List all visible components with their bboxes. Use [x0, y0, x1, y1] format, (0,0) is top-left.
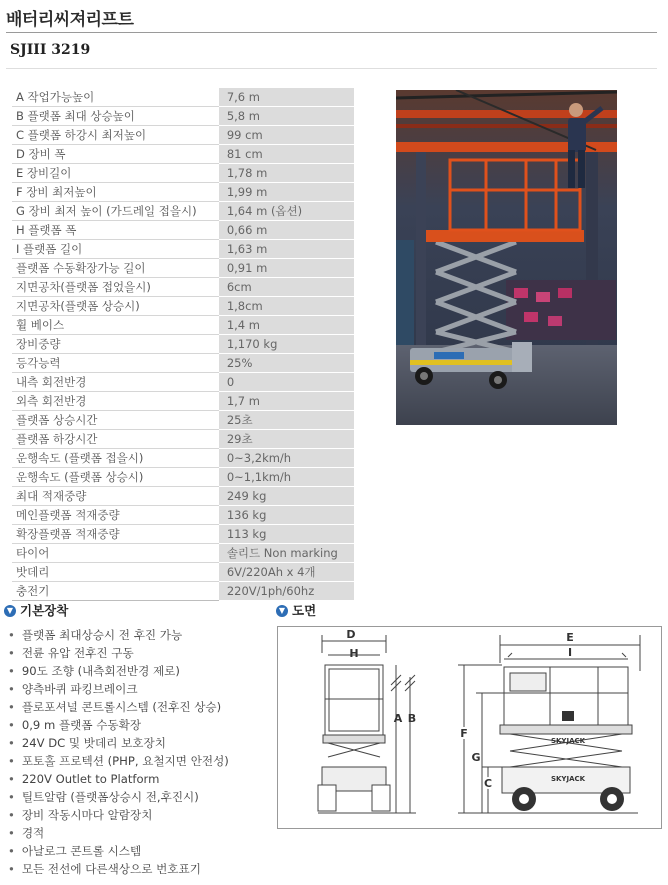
- spec-label: 충전기: [12, 582, 219, 601]
- feature-item: • 포토홀 프로텍션 (PHP, 요철지면 안전성): [8, 752, 229, 770]
- spec-label: 장비중량: [12, 335, 219, 354]
- spec-row: [12, 88, 354, 107]
- dim-label-h: H: [349, 647, 359, 660]
- spec-table: [12, 88, 354, 601]
- spec-value: 1,170 kg: [219, 335, 354, 354]
- spec-label: H 플랫폼 폭: [12, 221, 219, 240]
- model-name: SJIII 3219: [10, 42, 91, 58]
- spec-row: [12, 411, 354, 430]
- spec-label: 확장플랫폼 적재중량: [12, 525, 219, 544]
- drawing-heading: [276, 601, 316, 619]
- spec-value: 6cm: [219, 278, 354, 297]
- model-divider: [6, 68, 657, 69]
- title-divider: [6, 32, 657, 33]
- spec-label: 등각능력: [12, 354, 219, 373]
- spec-value: 25%: [219, 354, 354, 373]
- spec-row: [12, 126, 354, 145]
- spec-value: 25초: [219, 411, 354, 430]
- spec-value: 113 kg: [219, 525, 354, 544]
- spec-value: 99 cm: [219, 126, 354, 145]
- spec-value: 136 kg: [219, 506, 354, 525]
- spec-row: [12, 107, 354, 126]
- spec-value: 솔리드 Non marking: [219, 544, 354, 563]
- drawing-brand-text: SKYJACK: [550, 737, 586, 745]
- spec-row: [12, 468, 354, 487]
- spec-label: D 장비 폭: [12, 145, 219, 164]
- spec-value: 1,7 m: [219, 392, 354, 411]
- spec-value: 1,4 m: [219, 316, 354, 335]
- feature-item: • 24V DC 및 밧데리 보호장치: [8, 734, 229, 752]
- features-heading-label: 기본장착: [20, 603, 69, 618]
- feature-item: • 양측바퀴 파킹브레이크: [8, 680, 229, 698]
- spec-value: 1,8cm: [219, 297, 354, 316]
- spec-row: [12, 278, 354, 297]
- spec-row: [12, 183, 354, 202]
- feature-item: • 전륜 유압 전후진 구동: [8, 644, 229, 662]
- spec-row: [12, 430, 354, 449]
- spec-value: 0: [219, 373, 354, 392]
- spec-label: 플랫폼 하강시간: [12, 430, 219, 449]
- spec-row: [12, 373, 354, 392]
- spec-label: 외측 회전반경: [12, 392, 219, 411]
- spec-row: [12, 449, 354, 468]
- spec-label: A 작업가능높이: [12, 88, 219, 107]
- spec-value: 1,64 m (옵션): [219, 202, 354, 221]
- feature-item: • 모든 전선에 다른색상으로 번호표기: [8, 860, 229, 878]
- spec-label: 플랫폼 상승시간: [12, 411, 219, 430]
- spec-row: [12, 297, 354, 316]
- spec-row: [12, 164, 354, 183]
- spec-value: 0,66 m: [219, 221, 354, 240]
- spec-value: 1,63 m: [219, 240, 354, 259]
- spec-row: [12, 145, 354, 164]
- spec-value: 0~1,1km/h: [219, 468, 354, 487]
- feature-list: [8, 626, 229, 878]
- spec-row: [12, 240, 354, 259]
- spec-value: 0~3,2km/h: [219, 449, 354, 468]
- spec-value: 0,91 m: [219, 259, 354, 278]
- spec-row: [12, 335, 354, 354]
- product-photo: [396, 90, 617, 425]
- spec-value: 1,99 m: [219, 183, 354, 202]
- feature-item: • 플로포셔널 콘트롤시스템 (전후진 상승): [8, 698, 229, 716]
- spec-label: 플랫폼 수동확장가능 길이: [12, 259, 219, 278]
- dim-label-i: I: [567, 646, 573, 659]
- dim-label-a: A: [393, 712, 403, 725]
- spec-row: [12, 354, 354, 373]
- spec-label: 메인플랫폼 적재중량: [12, 506, 219, 525]
- spec-label: 최대 적재중량: [12, 487, 219, 506]
- spec-label: 밧데리: [12, 563, 219, 582]
- spec-row: [12, 506, 354, 525]
- spec-row: [12, 582, 354, 601]
- spec-row: [12, 563, 354, 582]
- feature-item: • 경적: [8, 824, 229, 842]
- page-title: 배터리씨져리프트: [6, 10, 134, 30]
- spec-label: 내측 회전반경: [12, 373, 219, 392]
- dim-label-d: D: [346, 628, 356, 641]
- spec-row: [12, 487, 354, 506]
- feature-item: • 틸트알람 (플랫폼상승시 전,후진시): [8, 788, 229, 806]
- spec-value: 6V/220Ah x 4개: [219, 563, 354, 582]
- spec-label: E 장비길이: [12, 164, 219, 183]
- features-heading: [4, 601, 68, 619]
- dim-label-e: E: [566, 631, 574, 644]
- drawing-heading-label: 도면: [292, 603, 317, 618]
- spec-value: 220V/1ph/60hz: [219, 582, 354, 601]
- spec-label: B 플랫폼 최대 상승높이: [12, 107, 219, 126]
- spec-label: I 플랫폼 길이: [12, 240, 219, 259]
- spec-label: G 장비 최저 높이 (가드레일 접을시): [12, 202, 219, 221]
- dimension-drawing: [277, 626, 662, 829]
- spec-row: [12, 259, 354, 278]
- feature-item: • 0,9 m 플랫폼 수동확장: [8, 716, 229, 734]
- spec-label: C 플랫폼 하강시 최저높이: [12, 126, 219, 145]
- spec-value: 249 kg: [219, 487, 354, 506]
- spec-label: F 장비 최저높이: [12, 183, 219, 202]
- chevron-down-icon: ▼: [4, 605, 16, 617]
- dim-label-c: C: [483, 777, 493, 790]
- dim-label-b: B: [407, 712, 417, 725]
- feature-item: • 플랫폼 최대상승시 전 후진 가능: [8, 626, 229, 644]
- drawing-brand-text-base: SKYJACK: [550, 775, 586, 783]
- spec-row: [12, 392, 354, 411]
- feature-item: • 장비 작동시마다 알람장치: [8, 806, 229, 824]
- spec-label: 휠 베이스: [12, 316, 219, 335]
- spec-label: 운행속도 (플랫폼 상승시): [12, 468, 219, 487]
- feature-item: • 아날로그 콘트롤 시스템: [8, 842, 229, 860]
- spec-label: 지면공차(플랫폼 접었을시): [12, 278, 219, 297]
- dim-label-f: F: [460, 727, 468, 740]
- spec-label: 타이어: [12, 544, 219, 563]
- chevron-down-icon: ▼: [276, 605, 288, 617]
- dim-label-g: G: [471, 751, 481, 764]
- spec-label: 지면공차(플랫폼 상승시): [12, 297, 219, 316]
- spec-value: 1,78 m: [219, 164, 354, 183]
- spec-row: [12, 525, 354, 544]
- spec-value: 5,8 m: [219, 107, 354, 126]
- feature-item: • 90도 조향 (내측회전반경 제로): [8, 662, 229, 680]
- spec-row: [12, 316, 354, 335]
- spec-value: 29초: [219, 430, 354, 449]
- spec-row: [12, 221, 354, 240]
- spec-row: [12, 544, 354, 563]
- feature-item: • 220V Outlet to Platform: [8, 770, 229, 788]
- spec-label: 운행속도 (플랫폼 접을시): [12, 449, 219, 468]
- spec-value: 81 cm: [219, 145, 354, 164]
- spec-value: 7,6 m: [219, 88, 354, 107]
- spec-row: [12, 202, 354, 221]
